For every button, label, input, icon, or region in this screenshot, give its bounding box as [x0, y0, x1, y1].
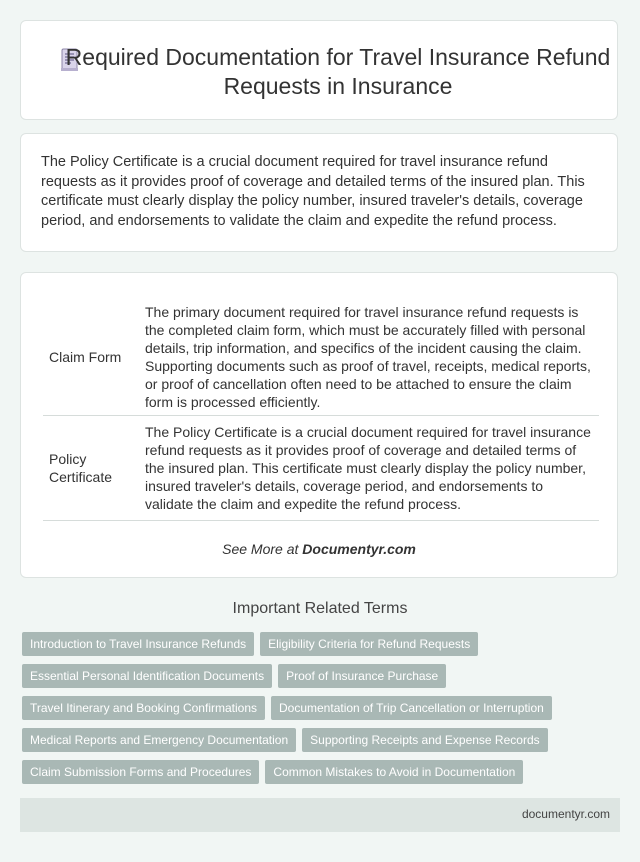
table-description: The Policy Certificate is a crucial document required for travel insurance refund requests as it provides proof of coverage and detailed terms of the insured plan. This certificate must clearly display the policy number, insured traveler's details, coverage period, and endorsements to validate the claim and expedite the refund process. [139, 416, 599, 521]
related-term-tag[interactable]: Supporting Receipts and Expense Records [302, 728, 547, 752]
related-term-tag[interactable]: Proof of Insurance Purchase [278, 664, 446, 688]
footer-site-link[interactable]: documentyr.com [521, 807, 610, 821]
related-term-tag[interactable]: Medical Reports and Emergency Documentation [22, 728, 296, 752]
intro-paragraph: The Policy Certificate is a crucial document required for travel insurance refund requests as it provides proof of coverage and detailed terms of the insured plan. This certificate must clearly display the policy number, insured traveler's details, coverage period, and endorsements to validate the claim and expedite the refund process. [41, 154, 585, 229]
see-more-line [21, 541, 617, 557]
table-term: Claim Form [43, 299, 139, 416]
related-term-tag[interactable]: Eligibility Criteria for Refund Requests [260, 632, 478, 656]
see-more-prefix: See More at [222, 541, 303, 557]
see-more-link[interactable]: Documentyr.com [302, 541, 416, 557]
documentation-table-card [20, 272, 618, 578]
related-term-tag[interactable]: Travel Itinerary and Booking Confirmations [22, 696, 265, 720]
related-terms-list [22, 632, 582, 792]
related-term-tag[interactable]: Essential Personal Identification Documents [22, 664, 272, 688]
footer-bar [20, 798, 620, 832]
table-row [43, 299, 599, 416]
table-row [43, 416, 599, 521]
documentation-table [43, 299, 599, 521]
related-term-tag[interactable]: Documentation of Trip Cancellation or Interruption [271, 696, 552, 720]
intro-card [20, 133, 618, 252]
page-title: Required Documentation for Travel Insurance Refund Requests in Insurance [65, 44, 611, 99]
related-terms-heading: Important Related Terms [232, 600, 408, 617]
related-term-tag[interactable]: Claim Submission Forms and Procedures [22, 760, 259, 784]
table-term: Policy Certificate [43, 416, 139, 521]
table-description: The primary document required for travel insurance refund requests is the completed claim form, which must be accurately filled with personal details, trip information, and specifics of the incident causing the claim. Supporting documents such as proof of travel, receipts, medical reports, or proof of cancellation often need to be attached to ensure the claim form is processed efficiently. [139, 299, 599, 416]
title-card [20, 20, 618, 120]
related-term-tag[interactable]: Common Mistakes to Avoid in Documentation [265, 760, 523, 784]
related-term-tag[interactable]: Introduction to Travel Insurance Refunds [22, 632, 254, 656]
